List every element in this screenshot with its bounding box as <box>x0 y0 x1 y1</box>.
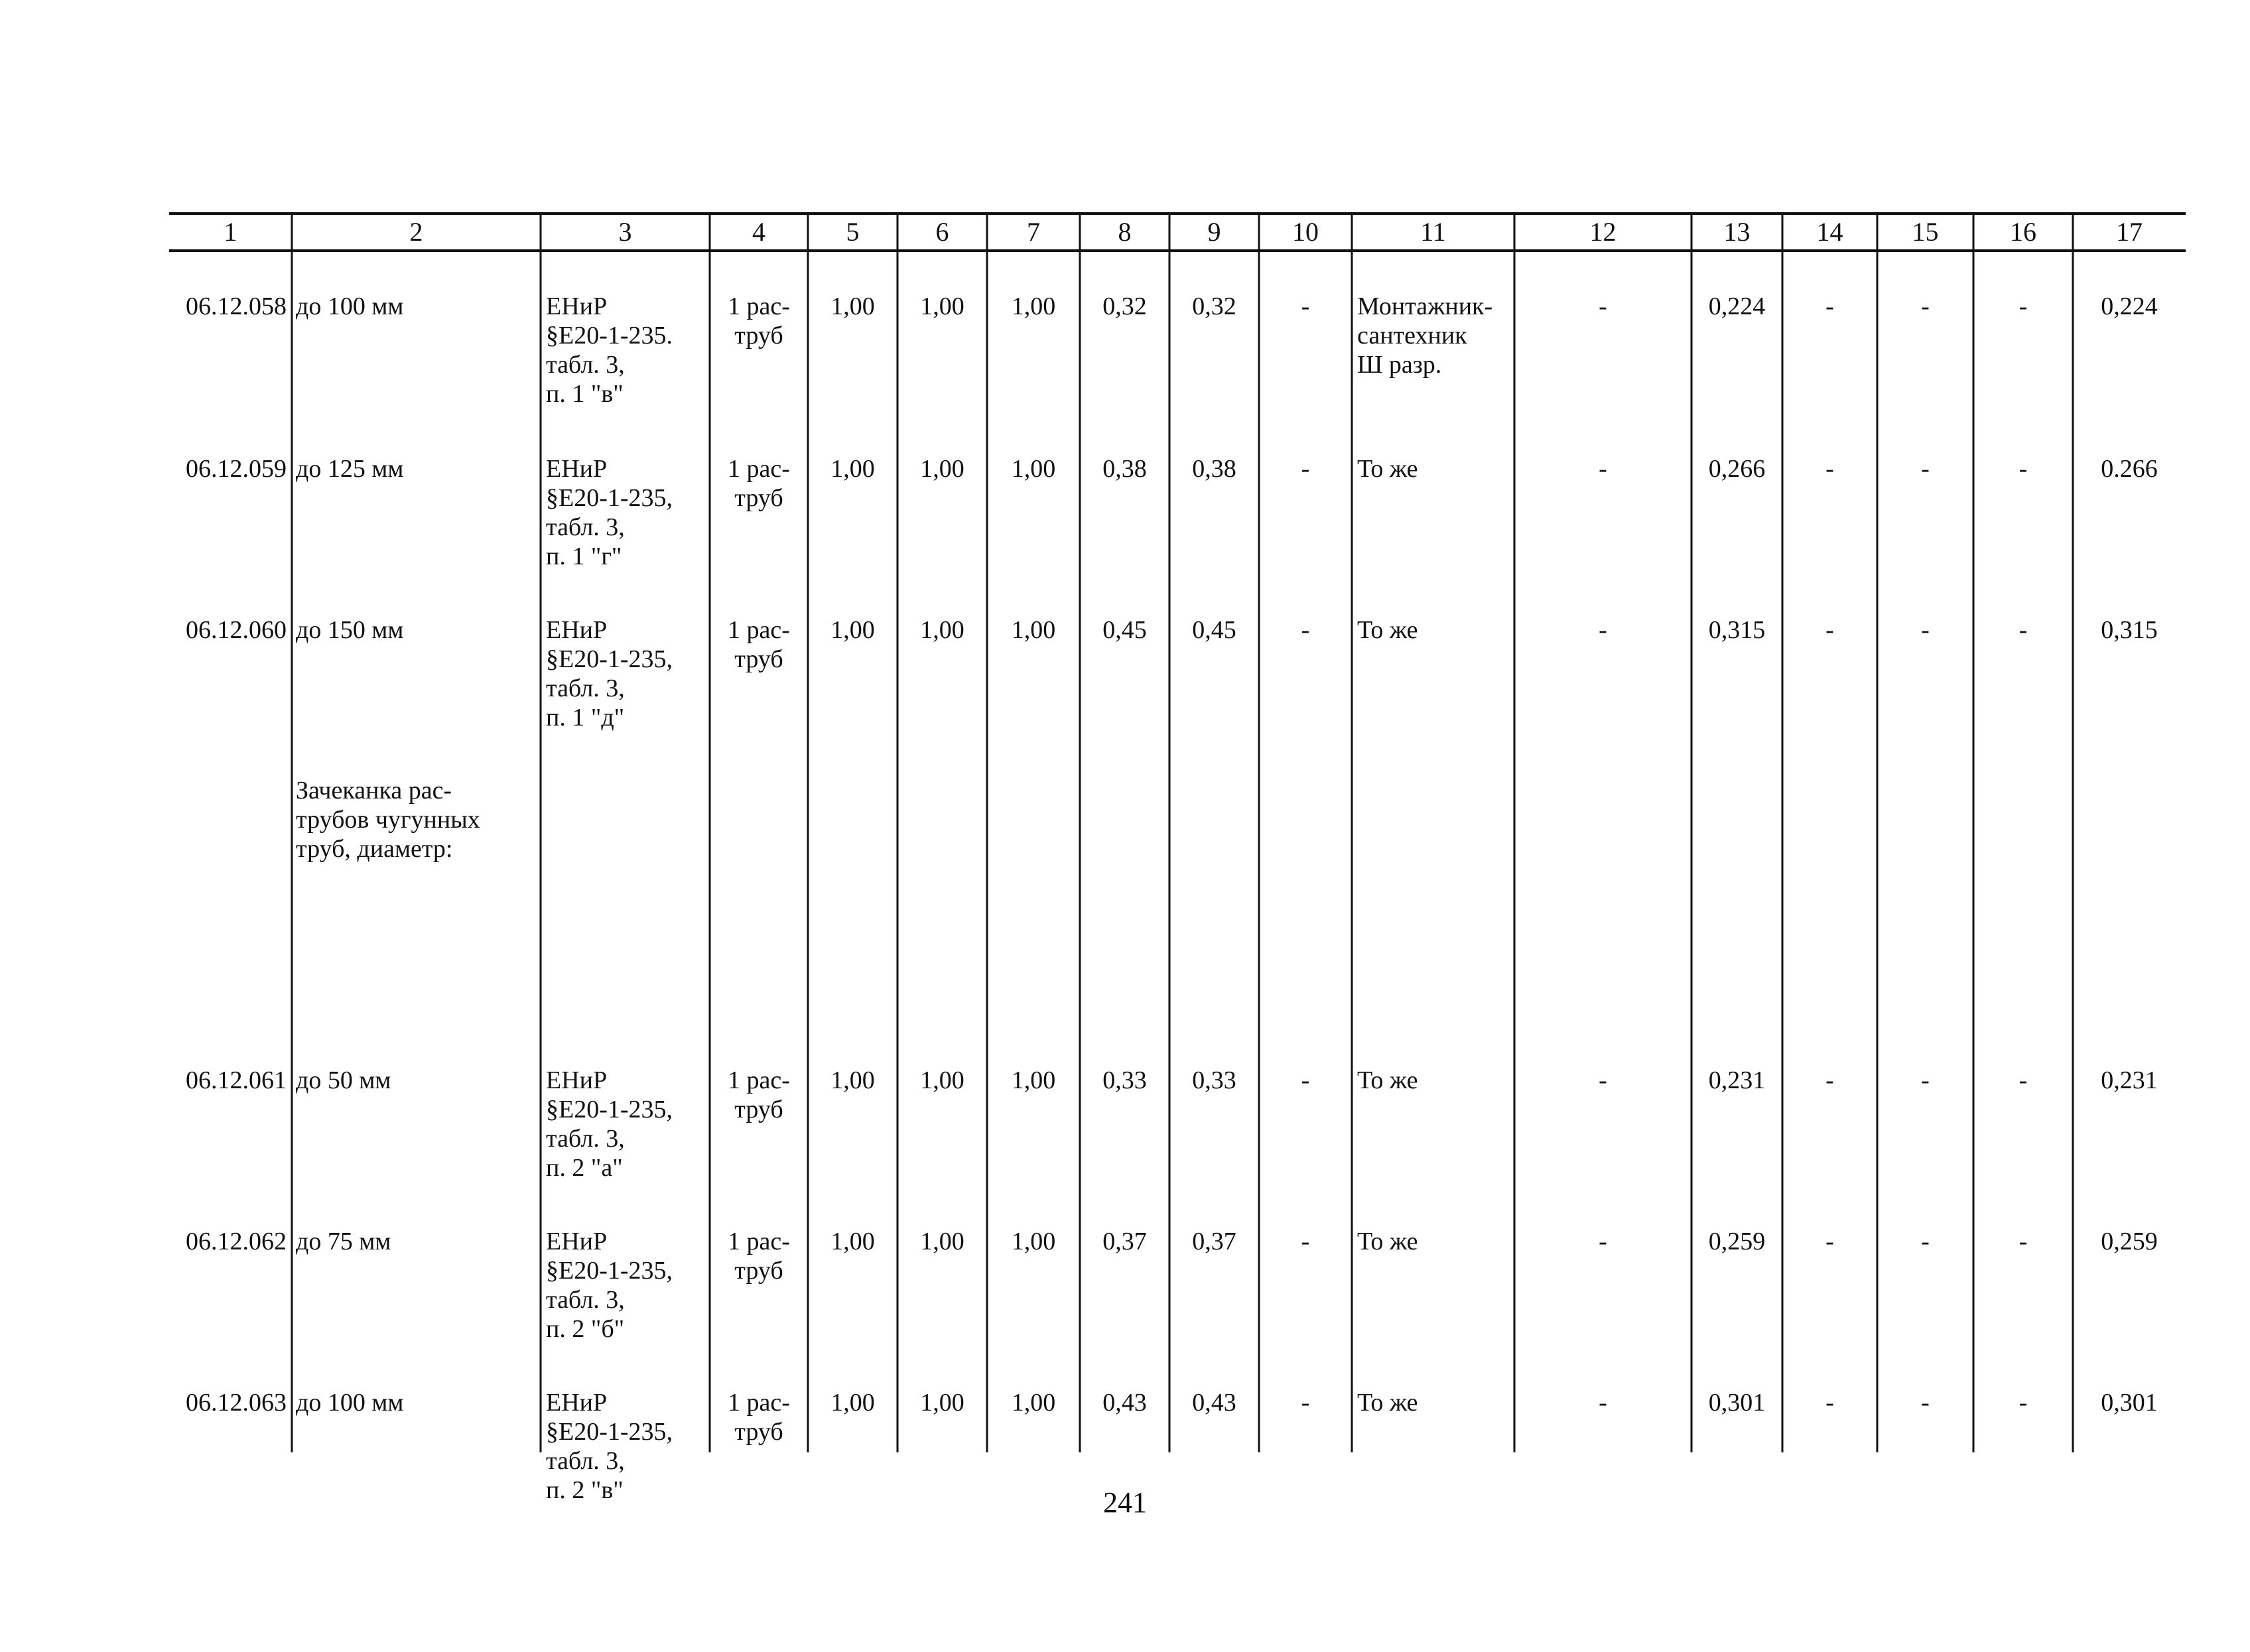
table-cell: 0,38 <box>1102 455 1147 483</box>
table-cell: 0,32 <box>1192 292 1236 320</box>
table-cell: - <box>1301 1228 1310 1255</box>
table-cell: - <box>1921 292 1930 320</box>
column-header: 6 <box>935 217 949 247</box>
table-cell: - <box>1301 616 1310 644</box>
table-cell: - <box>1921 616 1930 644</box>
table-cell: - <box>1301 292 1310 320</box>
table-cell: 1,00 <box>830 1389 875 1417</box>
table-cell: 1,00 <box>1011 455 1056 483</box>
table-cell: до 125 мм <box>296 455 404 483</box>
table-cell: ЕНиР §Е20-1-235, табл. 3, п. 1 "д" <box>546 616 673 731</box>
column-header: 12 <box>1589 217 1617 247</box>
table-cell: 1,00 <box>920 1066 964 1094</box>
table-cell: - <box>1599 1389 1607 1417</box>
table-cell: - <box>1825 616 1834 644</box>
table-cell: 0,315 <box>2101 616 2158 644</box>
table-cell: - <box>1599 1066 1607 1094</box>
table-cell: 1,00 <box>830 455 875 483</box>
table-cell: 1 рас- труб <box>728 455 790 512</box>
table-cell: до 100 мм <box>296 1389 404 1417</box>
row-code: 06.12.059 <box>186 455 287 483</box>
table-cell: 0,315 <box>1708 616 1766 644</box>
table-cell: 0,43 <box>1192 1389 1236 1417</box>
table-cell: 0,224 <box>1708 292 1766 320</box>
table-cell: То же <box>1357 616 1418 644</box>
table-cell: - <box>1599 616 1607 644</box>
table-cell: 0,301 <box>2101 1389 2158 1417</box>
column-header: 1 <box>224 217 237 247</box>
table-cell: 1,00 <box>830 616 875 644</box>
row-code: 06.12.060 <box>186 616 287 644</box>
group-heading: Зачеканка рас- трубов чугунных труб, диаметр: <box>296 777 480 863</box>
column-header: 7 <box>1027 217 1040 247</box>
table-cell: 0,33 <box>1192 1066 1236 1094</box>
column-header: 16 <box>2010 217 2036 247</box>
row-code: 06.12.063 <box>186 1389 287 1417</box>
row-code: 06.12.062 <box>186 1228 287 1255</box>
table-cell: 1,00 <box>830 292 875 320</box>
table-cell: 0,43 <box>1102 1389 1147 1417</box>
table-cell: 1,00 <box>830 1228 875 1255</box>
table-cell: - <box>1921 455 1930 483</box>
table-cell: 0,32 <box>1102 292 1147 320</box>
table-cell: 1,00 <box>920 1228 964 1255</box>
table-cell: - <box>1921 1066 1930 1094</box>
column-header: 9 <box>1207 217 1221 247</box>
table-cell: 0,266 <box>1708 455 1766 483</box>
table-cell: 0,33 <box>1102 1066 1147 1094</box>
table-cell: до 150 мм <box>296 616 404 644</box>
table-cell: - <box>1301 1389 1310 1417</box>
table-cell: ЕНиР §Е20-1-235, табл. 3, п. 2 "а" <box>546 1066 673 1182</box>
table-cell: до 75 мм <box>296 1228 391 1255</box>
table-cell: 1 рас- труб <box>728 292 790 349</box>
table-cell: - <box>1825 1066 1834 1094</box>
column-header: 4 <box>752 217 765 247</box>
table-cell: - <box>1301 1066 1310 1094</box>
table-cell: 1,00 <box>920 1389 964 1417</box>
table-cell: 1 рас- труб <box>728 1389 790 1446</box>
table-cell: 1,00 <box>920 616 964 644</box>
table-cell: 0,259 <box>1708 1228 1766 1255</box>
column-header: 11 <box>1420 217 1446 247</box>
table-cell: ЕНиР §Е20-1-235. табл. 3, п. 1 "в" <box>546 292 673 408</box>
table-cell: - <box>2018 292 2028 320</box>
table-cell: ЕНиР §Е20-1-235, табл. 3, п. 2 "б" <box>546 1228 673 1343</box>
table-cell: до 50 мм <box>296 1066 391 1094</box>
table-cell: - <box>1599 1228 1607 1255</box>
column-header: 14 <box>1816 217 1843 247</box>
column-header: 3 <box>618 217 632 247</box>
table-cell: То же <box>1357 1389 1418 1417</box>
table-cell: 1,00 <box>920 455 964 483</box>
table-cell: - <box>1825 1228 1834 1255</box>
table-cell: 1,00 <box>1011 1066 1056 1094</box>
table-cell: 0.266 <box>2101 455 2158 483</box>
column-header: 5 <box>846 217 860 247</box>
column-header: 2 <box>409 217 423 247</box>
table-cell: - <box>1825 1389 1834 1417</box>
table-cell: То же <box>1357 1228 1418 1255</box>
table-cell: 0,37 <box>1102 1228 1147 1255</box>
table-cell: 1,00 <box>1011 1228 1056 1255</box>
column-header: 15 <box>1912 217 1939 247</box>
table-cell: 0,231 <box>1708 1066 1766 1094</box>
table-cell: 0,37 <box>1192 1228 1236 1255</box>
table-cell: 0,45 <box>1192 616 1236 644</box>
table-cell: ЕНиР §Е20-1-235, табл. 3, п. 2 "в" <box>546 1389 673 1504</box>
column-header: 8 <box>1118 217 1132 247</box>
table-cell: 1,00 <box>830 1066 875 1094</box>
table-cell: - <box>1921 1389 1930 1417</box>
table-cell: 1 рас- труб <box>728 1066 790 1123</box>
table-cell: - <box>1599 455 1607 483</box>
table-cell: 1 рас- труб <box>728 1228 790 1285</box>
table-cell: - <box>2018 1066 2028 1094</box>
table-cell: до 100 мм <box>296 292 404 320</box>
column-header: 10 <box>1292 217 1319 247</box>
row-code: 06.12.061 <box>186 1066 287 1094</box>
table-cell: - <box>1921 1228 1930 1255</box>
table-cell: - <box>1599 292 1607 320</box>
table-cell: - <box>1825 292 1834 320</box>
table-cell: ЕНиР §Е20-1-235, табл. 3, п. 1 "г" <box>546 455 673 570</box>
table-cell: 1,00 <box>1011 292 1056 320</box>
table-cell: 0,231 <box>2101 1066 2158 1094</box>
table-cell: - <box>2018 1389 2028 1417</box>
table-cell: 1,00 <box>1011 616 1056 644</box>
row-code: 06.12.058 <box>186 292 287 320</box>
table-cell: Монтажник- сантехник Ш разр. <box>1357 292 1493 379</box>
table-cell: 0,301 <box>1708 1389 1766 1417</box>
table-cell: 1 рас- труб <box>728 616 790 673</box>
table-cell: 0,38 <box>1192 455 1236 483</box>
table-cell: 0,45 <box>1102 616 1147 644</box>
table-cell: То же <box>1357 455 1418 483</box>
table-cell: - <box>2018 616 2028 644</box>
column-header: 17 <box>2116 217 2143 247</box>
table-cell: - <box>2018 1228 2028 1255</box>
table-cell: 0,259 <box>2101 1228 2158 1255</box>
table-cell: - <box>1301 455 1310 483</box>
table-cell: 1,00 <box>920 292 964 320</box>
table-cell: - <box>2018 455 2028 483</box>
table-cell: - <box>1825 455 1834 483</box>
page-number: 241 <box>1103 1486 1147 1519</box>
table-cell: 1,00 <box>1011 1389 1056 1417</box>
column-header: 13 <box>1723 217 1751 247</box>
table-cell: 0,224 <box>2101 292 2158 320</box>
table-cell: То же <box>1357 1066 1418 1094</box>
